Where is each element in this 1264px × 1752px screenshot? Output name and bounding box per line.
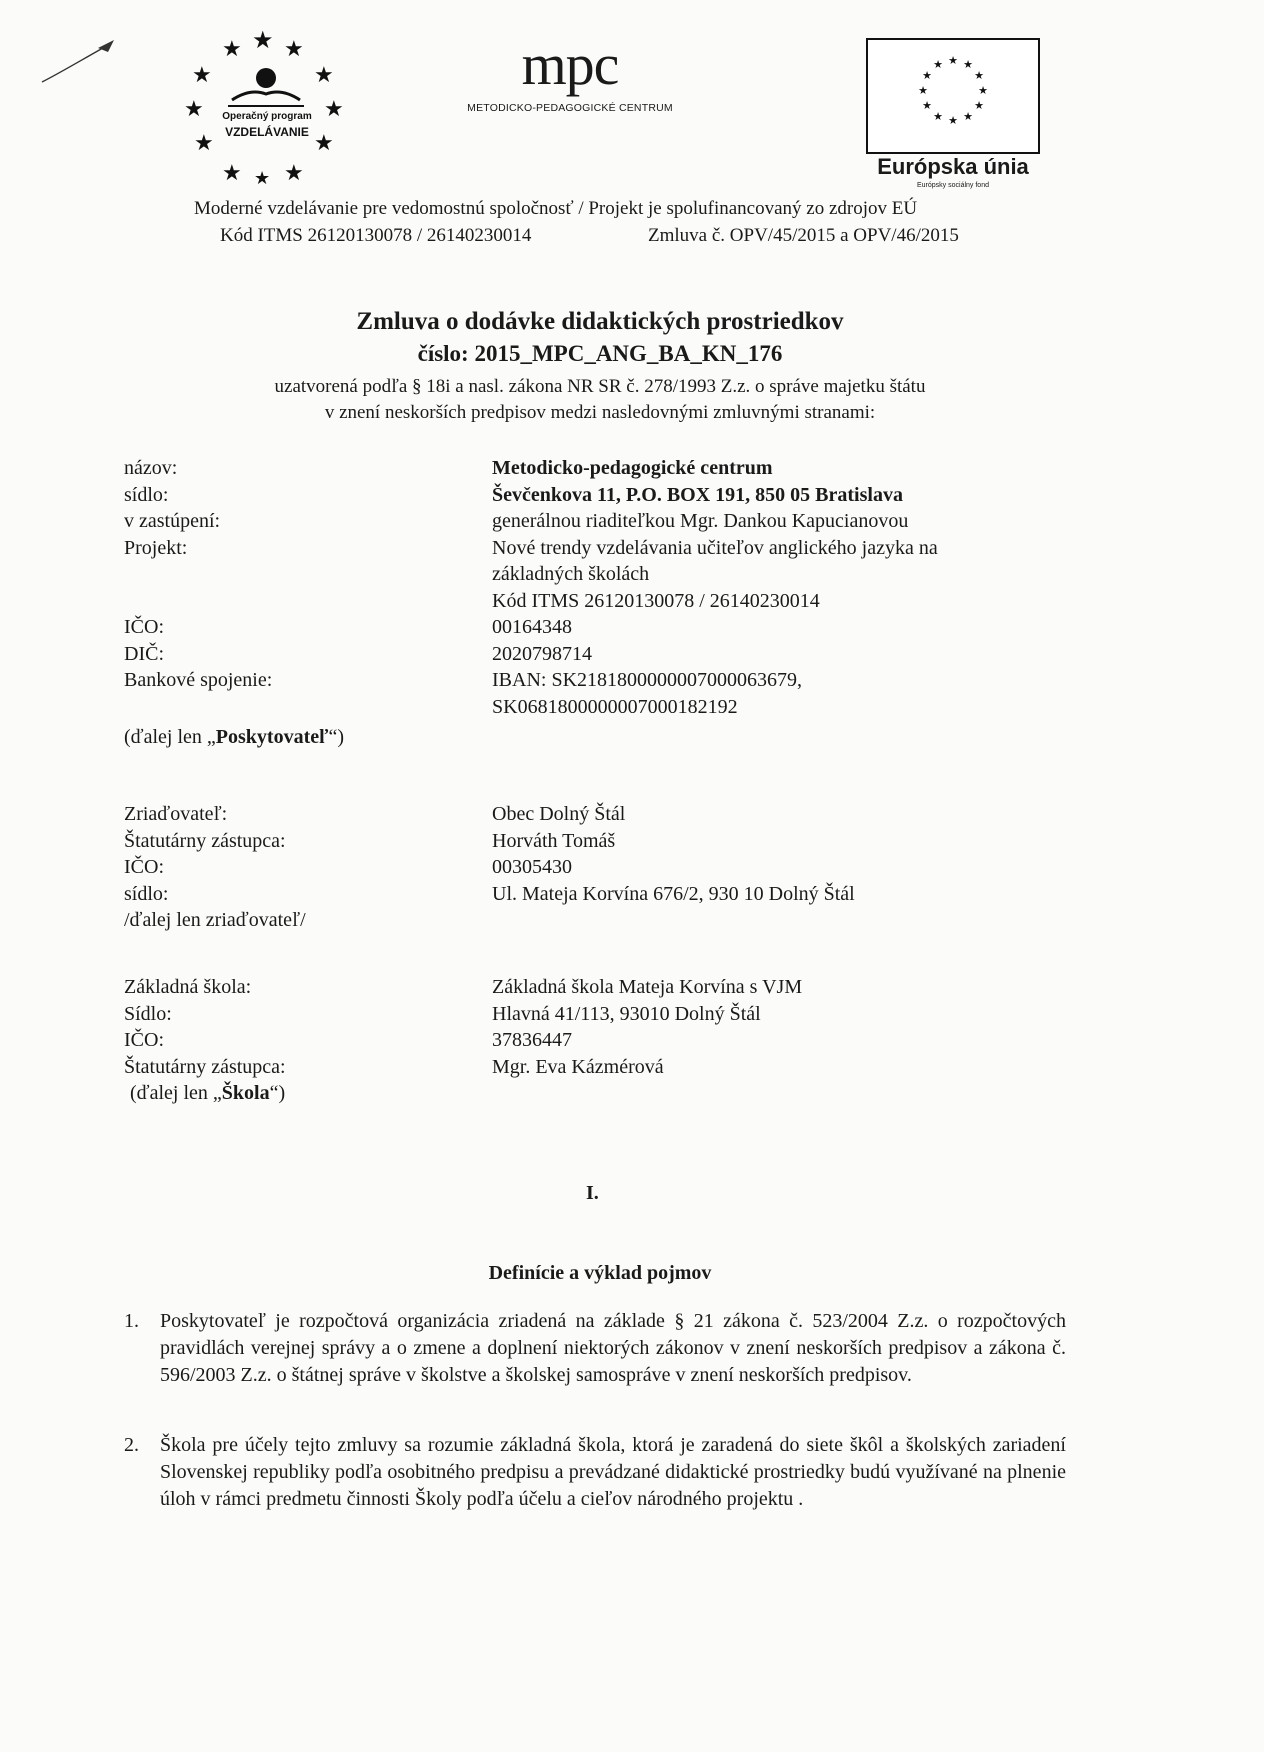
label-bankove-spojenie: Bankové spojenie: (124, 669, 273, 691)
svg-text:★: ★ (933, 58, 943, 71)
op-line1: Operačný program (222, 111, 312, 122)
svg-text:★: ★ (314, 63, 334, 88)
eu-flag-icon (866, 38, 1040, 154)
founder-ico: 00305430 (492, 856, 572, 878)
school-labels (124, 974, 286, 1107)
clause-number: 1. (124, 1310, 139, 1332)
svg-text:★: ★ (192, 63, 212, 88)
clause-text: Poskytovateľ je rozpočtová organizácia zriadená na základe § 21 zákona č. 523/2004 Z.z. o rozpočtových pravidlách verejnej správy a o zmene a doplnení niektorých zákonov v znení neskorších predpisov a zákona č. 596/2003 Z.z. o štátnej správe v školstve a školskej samospráve v znení neskorších predpisov. (160, 1310, 1066, 1386)
clause-1 (124, 1308, 1066, 1389)
provider-name: Metodicko-pedagogické centrum (492, 457, 773, 479)
svg-text:★: ★ (284, 37, 304, 62)
eu-logo (866, 38, 1042, 190)
label-zriadovatel: Zriaďovateľ: (124, 803, 228, 825)
provider-alias: (ďalej len „Poskytovateľ“) (124, 726, 345, 748)
provider-project-itms: Kód ITMS 26120130078 / 26140230014 (492, 589, 820, 612)
header-project-line: Moderné vzdelávanie pre vedomostnú spoločnosť / Projekt je spolufinancovaný zo zdrojov EÚ (194, 198, 918, 219)
label-nazov: názov: (124, 457, 178, 479)
label-statutarny-zastupca: Štatutárny zástupca: (124, 1055, 286, 1078)
clause-text: Škola pre účely tejto zmluvy sa rozumie základná škola, ktorá je zaradená do siete škôl a školských zariadení Slovenskej republiky podľa osobitného predpisu a prevádzané didaktické prostriedky budú využívané na plnenie úloh v rámci predmetu činnosti Školy podľa účelu a cieľov národného projektu . (160, 1434, 1066, 1510)
label-ico: IČO: (124, 856, 164, 878)
provider-dic: 2020798714 (492, 642, 592, 665)
svg-text:★: ★ (933, 110, 943, 123)
founder-name: Obec Dolný Štál (492, 803, 626, 825)
label-sidlo: sídlo: (124, 483, 169, 506)
provider-values (492, 455, 938, 720)
svg-text:★: ★ (963, 58, 973, 71)
label-dic: DIČ: (124, 642, 164, 665)
school-address: Hlavná 41/113, 93010 Dolný Štál (492, 1002, 761, 1025)
svg-text:★: ★ (314, 131, 334, 156)
label-zastupenie: v zastúpení: (124, 510, 221, 532)
mpc-caption: METODICKO-PEDAGOGICKÉ CENTRUM (467, 102, 673, 114)
svg-text:★: ★ (948, 114, 958, 127)
school-representative: Mgr. Eva Kázmérová (492, 1055, 664, 1078)
svg-text:★: ★ (963, 110, 973, 123)
svg-text:★: ★ (918, 84, 928, 97)
label-sidlo: sídlo: (124, 882, 169, 905)
label-sidlo: Sídlo: (124, 1002, 172, 1025)
svg-text:★: ★ (324, 97, 344, 122)
provider-project-line2: základných školách (492, 563, 650, 585)
school-alias: (ďalej len „Škola“) (130, 1082, 286, 1104)
svg-text:★: ★ (194, 131, 214, 156)
label-ico: IČO: (124, 1029, 164, 1051)
svg-text:★: ★ (974, 99, 984, 112)
svg-text:★: ★ (254, 168, 271, 186)
provider-ico: 00164348 (492, 616, 572, 638)
label-statutarny-zastupca: Štatutárny zástupca: (124, 829, 286, 852)
founder-alias: /ďalej len zriaďovateľ/ (124, 909, 306, 931)
clause-2 (124, 1432, 1066, 1513)
op-line2: VZDELÁVANIE (225, 125, 309, 139)
svg-text:★: ★ (978, 84, 988, 97)
eu-title: Európska únia (877, 154, 1029, 179)
label-projekt: Projekt: (124, 536, 188, 559)
svg-text:★: ★ (222, 37, 242, 62)
op-vzdelavanie-logo (180, 26, 350, 186)
provider-labels (124, 455, 344, 751)
svg-text:★: ★ (252, 26, 274, 54)
contract-legal-basis: uzatvorená podľa § 18i a nasl. zákona NR SR č. 278/1993 Z.z. o správe majetku štátu (274, 376, 926, 397)
svg-text:★: ★ (922, 69, 932, 82)
svg-text:★: ★ (948, 54, 958, 67)
svg-text:★: ★ (922, 99, 932, 112)
provider-iban2: SK0681800000007000182192 (492, 695, 738, 718)
svg-text:★: ★ (184, 97, 204, 122)
label-zakladna-skola: Základná škola: (124, 976, 252, 998)
pen-stroke-mark (38, 38, 118, 90)
header-zmluva: Zmluva č. OPV/45/2015 a OPV/46/2015 (648, 225, 959, 246)
mpc-mark: mpc (521, 32, 619, 97)
label-ico: IČO: (124, 616, 164, 638)
provider-representative: generálnou riaditeľkou Mgr. Dankou Kapucianovou (492, 510, 909, 532)
mpc-logo (430, 32, 710, 146)
provider-iban1: IBAN: SK2181800000007000063679, (492, 669, 803, 691)
contract-title: Zmluva o dodávke didaktických prostriedkov (356, 308, 844, 335)
school-values (492, 974, 802, 1080)
eu-subtitle: Európsky sociálny fond (917, 182, 989, 189)
school-ico: 37836447 (492, 1029, 572, 1051)
contract-number: číslo: 2015_MPC_ANG_BA_KN_176 (417, 341, 783, 366)
school-name: Základná škola Mateja Korvína s VJM (492, 976, 803, 998)
founder-address: Ul. Mateja Korvína 676/2, 930 10 Dolný Štál (492, 882, 855, 905)
section-number: I. (586, 1182, 599, 1204)
svg-text:★: ★ (284, 161, 304, 186)
provider-project-line1: Nové trendy vzdelávania učiteľov anglického jazyka na (492, 536, 938, 559)
founder-labels (124, 801, 306, 934)
founder-values (492, 801, 855, 907)
contract-parties-intro: v znení neskorších predpisov medzi nasledovnými zmluvnými stranami: (324, 402, 876, 423)
provider-address: Ševčenkova 11, P.O. BOX 191, 850 05 Bratislava (492, 483, 903, 506)
section-title: Definície a výklad pojmov (488, 1262, 712, 1284)
svg-text:★: ★ (974, 69, 984, 82)
header-itms: Kód ITMS 26120130078 / 26140230014 (220, 225, 532, 246)
clause-number: 2. (124, 1434, 139, 1456)
svg-text:★: ★ (222, 161, 242, 186)
founder-representative: Horváth Tomáš (492, 829, 616, 852)
